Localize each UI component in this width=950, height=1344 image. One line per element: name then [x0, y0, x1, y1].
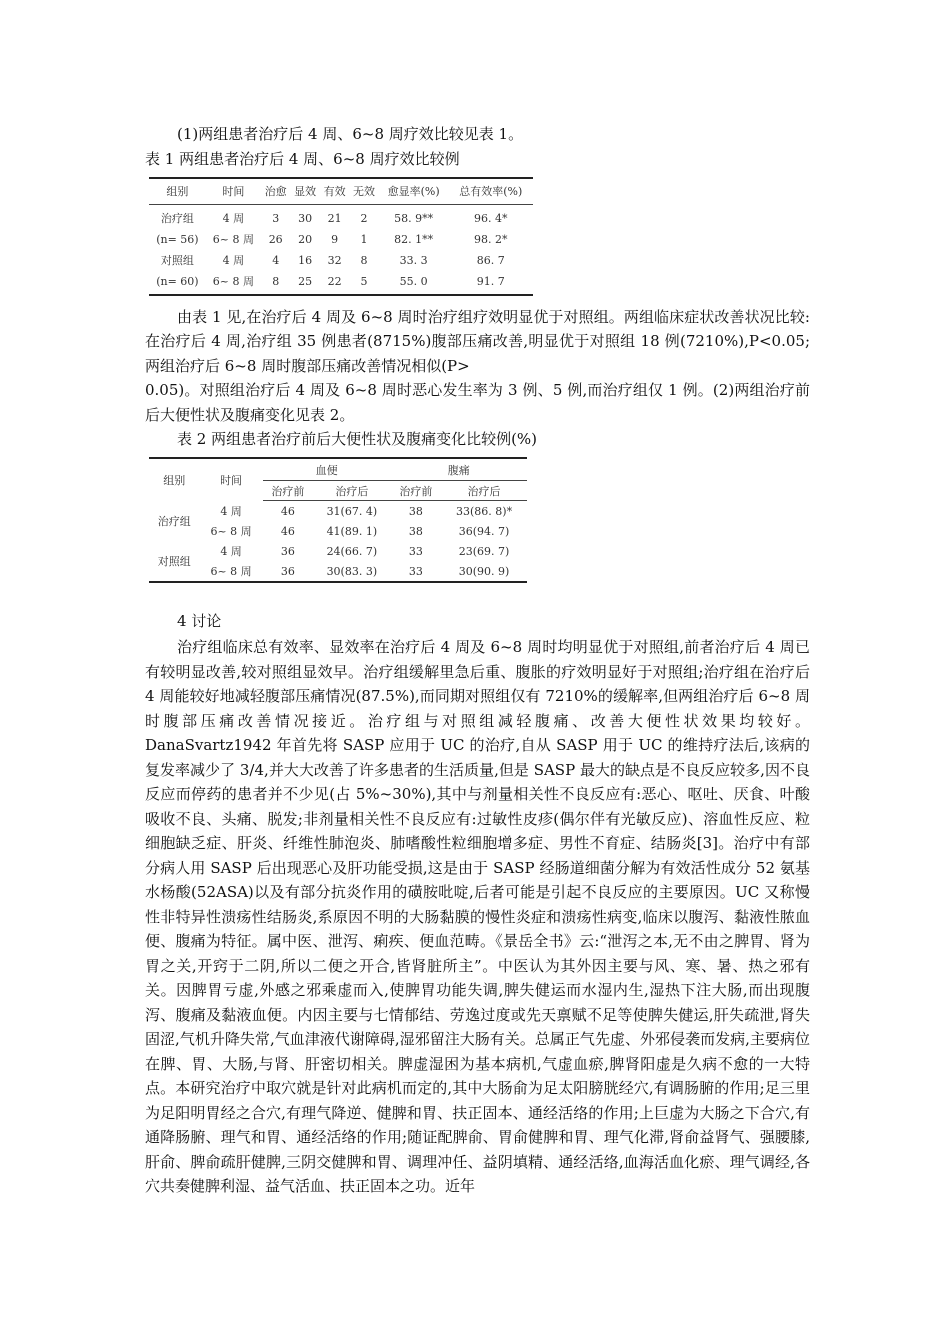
- column-header: 组别: [163, 473, 186, 487]
- table-cell: (n= 60): [156, 274, 199, 288]
- table-cell: 33(86. 8)*: [456, 504, 513, 518]
- table-cell: 33. 3: [399, 253, 428, 267]
- table-cell: 8: [360, 253, 368, 267]
- table-cell: 58. 9**: [394, 211, 434, 225]
- column-header: 组别: [149, 178, 206, 205]
- table-cell: 38: [408, 524, 423, 538]
- table-cell: 治疗组: [160, 212, 194, 225]
- section-heading: 4 讨论: [177, 612, 222, 630]
- table-cell: 22: [327, 274, 342, 288]
- discussion-paragraph: 治疗组临床总有效率、显效率在治疗后 4 周及 6~8 周时均明显优于对照组,前者治疗后 4 周已有较明显改善,较对照组显效早。治疗组缓解里急后重、腹胀的疗效明显好于对照组;治疗组在治疗后 4 周能较好地减轻腹部压痛情况(87.5%),而同期对照组仅有 7210%的缓解率,但两组治疗后 6~8 周时腹部压痛改善情况接近。治疗组与对照组减轻腹痛、改善大便性状效果均较好。DanaSvartz1942 年首先将 SASP 应用于 UC 的治疗,自从 SASP 用于 UC 的维持疗法后,该病的复发率减少了 3/4,并大大改善了许多患者的生活质量,但是 SASP 最大的缺点是不良反应较多,因不良反应而停药的患者并不少见(占 5%~30%),其中与剂量相关性不良反应有:恶心、呕吐、厌食、叶酸吸收不良、头痛、脱发;非剂量相关性不良反应有:过敏性皮疹(偶尔伴有光敏反应)、溶血性反应、粒细胞缺乏症、肝炎、纤维性肺泡炎、肺嗜酸性粒细胞增多症、男性不育症、结肠炎[3]。治疗中有部分病人用 SASP 后出现恶心及肝功能受损,这是由于 SASP 经肠道细菌分解为有效活性成分 52 氨基水杨酸(52ASA)以及有部分抗炎作用的磺胺吡啶,后者可能是引起不良反应的主要原因。UC 又称慢性非特异性溃疡性结肠炎,系原因不明的大肠黏膜的慢性炎症和溃疡性病变,临床以腹泻、黏液性脓血便、腹痛为特征。属中医、泄泻、痢疾、便血范畴。《景岳全书》云:“泄泻之本,无不由之脾胃、肾为胃之关,开窍于二阴,所以二便之开合,皆肾脏所主”。中医认为其外因主要与风、寒、暑、热之邪有关。因脾胃亏虚,外感之邪乘虚而入,使脾胃功能失调,脾失健运而水湿内生,湿热下注大肠,而出现腹泻、腹痛及黏液血便。内因主要与七情郁结、劳逸过度或先天禀赋不足等使脾失健运,肝失疏泄,肾失固涩,气机升降失常,气血津液代谢障碍,湿邪留注大肠有关。总属正气先虚、外邪侵袭而发病,主要病位在脾、胃、大肠,与肾、肝密切相关。脾虚湿困为基本病机,气虚血瘀,脾肾阳虚是久病不愈的一大特点。本研究治疗中取穴就是针对此病机而定的,其中大肠俞为足太阳膀胱经穴,有调肠腑的作用;足三里为足阳明胃经之合穴,有理气降逆、健脾和胃、扶正固本、通经活络的作用;上巨虚为大肠之下合穴,有通降肠腑、理气和胃、通经活络的作用;随证配脾俞、胃俞健脾和胃、理气化滞,肾俞益肾气、强腰膝,肝俞、脾俞疏肝健脾,三阴交健脾和胃、调理冲任、益阴填精、通经活络,血海活血化瘀、理气调经,各穴共奏健脾利湿、益气活血、扶正固本之功。近年: [145, 638, 810, 1195]
- results-paragraph: 由表 1 见,在治疗后 4 周及 6~8 周时治疗组疗效明显优于对照组。两组临床症状改善状况比较:在治疗后 4 周,治疗组 35 例患者(8715%)腹部压痛改善,明显优于对照组 18 例(7210%),P<0.05;两组治疗后 6~8 周时腹部压痛改善情况相似(P>: [145, 307, 810, 375]
- efficacy-table: [149, 177, 533, 296]
- table-cell: 30(90. 9): [458, 564, 510, 578]
- column-header: 显效: [290, 178, 319, 205]
- table-cell: 6~ 8 周: [210, 565, 252, 578]
- table-cell: 98. 2*: [473, 232, 508, 246]
- column-header: 总有效率(%): [448, 178, 533, 205]
- column-header: 治疗前: [391, 481, 442, 501]
- table-row: [149, 250, 533, 271]
- table-cell: 41(89. 1): [326, 524, 378, 538]
- symptom-change-table: [149, 457, 527, 583]
- table-cell: 1: [360, 232, 368, 246]
- table-cell: 6~ 8 周: [210, 525, 252, 538]
- table-cell: 3: [272, 211, 280, 225]
- document-content: [145, 122, 810, 1199]
- table-cell: 55. 0: [399, 274, 428, 288]
- table-cell: 91. 7: [476, 274, 505, 288]
- table-cell: 38: [408, 504, 423, 518]
- table-cell: 9: [331, 232, 339, 246]
- table2-caption: 表 2 两组患者治疗前后大便性状及腹痛变化比较例(%): [177, 430, 538, 448]
- table-row: [149, 541, 527, 561]
- table-cell: 4: [272, 253, 280, 267]
- results-paragraph-continued: 0.05)。对照组治疗后 4 周及 6~8 周时恶心发生率为 3 例、5 例,而治疗组仅 1 例。(2)两组治疗前后大便性状及腹痛变化见表 2。: [145, 381, 810, 424]
- column-header: 有效: [320, 178, 349, 205]
- table-cell: 23(69. 7): [458, 544, 510, 558]
- group-cell: 治疗组: [157, 514, 191, 528]
- table-cell: 30: [298, 211, 313, 225]
- table-cell: 33: [408, 544, 423, 558]
- table-cell: 4 周: [222, 212, 245, 225]
- table-cell: 36: [280, 564, 295, 578]
- column-header: 无效: [349, 178, 378, 205]
- table-cell: 8: [272, 274, 280, 288]
- table-cell: 6~ 8 周: [212, 275, 254, 288]
- table-cell: 4 周: [220, 504, 242, 518]
- table-cell: 2: [360, 211, 368, 225]
- table-cell: 36(94. 7): [458, 524, 510, 538]
- table-row: [149, 561, 527, 582]
- table-cell: 30(83. 3): [326, 564, 378, 578]
- table-cell: 26: [268, 232, 283, 246]
- column-group-header: 血便: [263, 458, 391, 481]
- table-cell: 16: [298, 253, 313, 267]
- table-cell: 21: [327, 211, 342, 225]
- table-cell: 25: [298, 274, 313, 288]
- column-header: 愈显率(%): [379, 178, 449, 205]
- table-cell: 96. 4*: [473, 211, 508, 225]
- column-header: 治愈: [261, 178, 290, 205]
- table-cell: 6~ 8 周: [212, 233, 254, 246]
- column-header: 时间: [220, 473, 243, 487]
- table-cell: 24(66. 7): [326, 544, 378, 558]
- column-header: 治疗后: [313, 481, 390, 501]
- table-cell: 46: [280, 524, 295, 538]
- table-cell: 33: [408, 564, 423, 578]
- table-cell: 对照组: [160, 254, 194, 267]
- table-cell: 46: [280, 504, 295, 518]
- column-header: 治疗前: [263, 481, 314, 501]
- table-cell: 5: [360, 274, 368, 288]
- table-row: [149, 204, 533, 229]
- group-cell: 对照组: [157, 555, 191, 568]
- table1-caption: 表 1 两组患者治疗后 4 周、6~8 周疗效比较例: [145, 149, 460, 168]
- table-cell: (n= 56): [156, 232, 199, 246]
- table-cell: 20: [298, 232, 313, 246]
- column-header: 时间: [206, 178, 261, 205]
- results-intro: (1)两组患者治疗后 4 周、6~8 周疗效比较见表 1。: [177, 125, 524, 143]
- table-cell: 86. 7: [476, 253, 505, 267]
- table-cell: 36: [280, 544, 295, 558]
- table-cell: 31(67. 4): [326, 504, 378, 518]
- table-cell: 4 周: [220, 545, 242, 558]
- table-row: [149, 521, 527, 541]
- table-cell: 32: [327, 253, 342, 267]
- table-cell: 82. 1**: [394, 232, 434, 246]
- table-row: [149, 271, 533, 295]
- table-row: [149, 501, 527, 522]
- table-cell: 4 周: [222, 254, 245, 267]
- table-row: [149, 229, 533, 250]
- column-header: 治疗后: [441, 481, 527, 501]
- column-group-header: 腹痛: [391, 458, 527, 481]
